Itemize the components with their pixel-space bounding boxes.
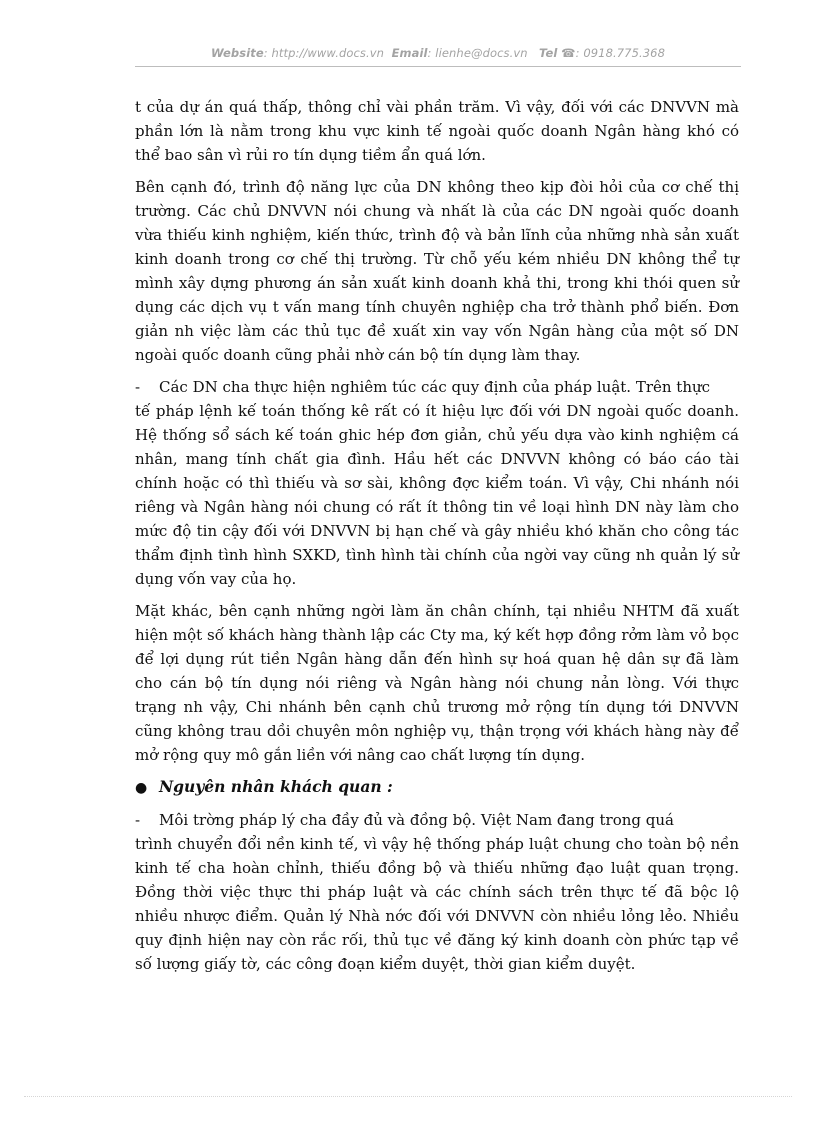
paragraph: Mặt khác, bên cạnh những ngời làm ăn chân chính, tại nhiều NHTM đã xuất hiện một số khách hàng thành lập các Cty ma, ký kết hợp đồng rởm làm vỏ bọc để lợi dụng rút tiền Ngân hàng dẫn đến hình sự hoá quan hệ dân sự đã làm cho cán bộ tín dụng nói riêng và Ngân hàng nói chung nản lòng. Với thực trạng nh vậy, Chi nhánh bên cạnh chủ trương mở rộng tín dụng tới DNVVN cũng không trau dồi chuyên môn nghiệp vụ, thận trọng với khách hàng này để mở rộng quy mô gắn liền với nâng cao chất lượng tín dụng. <box>135 602 739 764</box>
website-label: Website <box>210 46 264 60</box>
tel-label: Tel <box>538 46 558 60</box>
paragraph: t của dự án quá thấp, thông chỉ vài phần trăm. Vì vậy, đối với các DNVVN mà phần lớn là nằm trong khu vực kinh tế ngoài quốc doanh Ngân hàng khó có thể bao sân vì rủi ro tín dụng tiềm ẩn quá lớn. <box>135 98 739 164</box>
dash-list-item <box>135 375 739 591</box>
page-header <box>135 46 741 60</box>
email-value: : lienhe@docs.vn <box>427 46 528 60</box>
bullet-heading <box>135 775 739 800</box>
dash-item-first-line: Môi trờng pháp lý cha đầy đủ và đồng bộ. Việt Nam đang trong quá <box>159 811 674 829</box>
paragraph: Bên cạnh đó, trình độ năng lực của DN không theo kịp đòi hỏi của cơ chế thị trường. Các chủ DNVVN nói chung và nhất là của các DN ngoài quốc doanh vừa thiếu kinh nghiệm, kiến thức, trình độ và bản lĩnh của những nhà sản xuất kinh doanh trong cơ chế thị trường. Từ chỗ yếu kém nhiều DN không thể tự mình xây dựng phương án sản xuất kinh doanh khả thi, trong khi thói quen sử dụng các dịch vụ t vấn mang tính chuyên nghiệp cha trở thành phổ biến. Đơn giản nh việc làm các thủ tục đề xuất xin vay vốn Ngân hàng của một số DN ngoài quốc doanh cũng phải nhờ cán bộ tín dụng làm thay. <box>135 178 739 364</box>
dash-marker: - <box>135 378 141 396</box>
dash-list-item <box>135 808 739 976</box>
phone-icon: ☎ <box>561 46 576 60</box>
document-body <box>135 95 739 984</box>
dash-item-text: tế pháp lệnh kế toán thống kê rất có ít hiệu lực đối với DN ngoài quốc doanh. Hệ thống sổ sách kế toán ghic hép đơn giản, chủ yếu dựa vào kinh nghiệm cá nhân, mang tính chất gia đình. Hầu hết các DNVVN không có báo cáo tài chính hoặc có thì thiếu và sơ sài, không đợc kiểm toán. Vì vậy, Chi nhánh nói riêng và Ngân hàng nói chung có rất ít thông tin về loại hình DN này làm cho mức độ tin cậy đối với DNVVN bị hạn chế và gây nhiều khó khăn cho công tác thẩm định tình hình SXKD, tình hình tài chính của ngời vay cũng nh quản lý sử dụng vốn vay của họ. <box>135 402 739 588</box>
tel-value: : 0918.775.368 <box>575 46 666 60</box>
footer-divider <box>24 1096 792 1097</box>
email-label: Email <box>391 46 428 60</box>
bullet-heading-text: Nguyên nhân khách quan : <box>159 777 393 796</box>
bullet-icon: ● <box>135 780 148 796</box>
dash-marker: - <box>135 811 141 829</box>
dash-item-text: trình chuyển đổi nền kinh tế, vì vậy hệ thống pháp luật chung cho toàn bộ nền kinh tế cha hoàn chỉnh, thiếu đồng bộ và thiếu những đạo luật quan trọng. Đồng thời việc thực thi pháp luật và các chính sách trên thực tế đã bộc lộ nhiều nhược điểm. Quản lý Nhà nớc đối với DNVVN còn nhiều lỏng lẻo. Nhiều quy định hiện nay còn rắc rối, thủ tục về đăng ký kinh doanh còn phức tạp về số lượng giấy tờ, các công đoạn kiểm duyệt, thời gian kiểm duyệt. <box>135 835 739 973</box>
header-divider <box>135 66 741 67</box>
dash-item-first-line: Các DN cha thực hiện nghiêm túc các quy định của pháp luật. Trên thực <box>159 378 711 396</box>
website-value: : http://www.docs.vn <box>263 46 385 60</box>
